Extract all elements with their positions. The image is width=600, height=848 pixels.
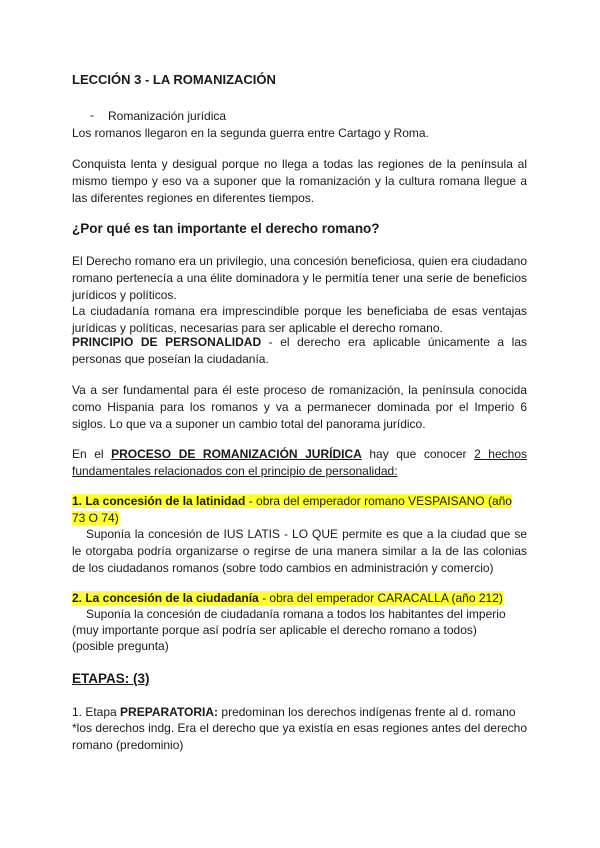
paragraph-4: La ciudadanía romana era imprescindible porque les beneficiaba de esas ventajas jurídicas y políticas, necesarias para ser aplicable el derecho romano.	[72, 304, 527, 335]
etapa-1-text: predominan los derechos indígenas frente al d. romano	[218, 705, 516, 719]
paragraph-1: Los romanos llegaron en la segunda guerra entre Cartago y Roma.	[72, 126, 429, 140]
item-2-detail: - obra del emperador CARACALLA (año 212)	[258, 591, 503, 605]
paragraph-5	[72, 334, 527, 368]
item-1-heading	[72, 493, 527, 527]
paragraph-6: Va a ser fundamental para él este proceso de romanización, la península conocida como Hispania para los romanos y va a permanecer dominada por el Imperio 6 siglos. Lo que va a suponer un cambio total del panorama jurídico.	[72, 383, 527, 431]
item-2-desc-line-1: Suponía la concesión de ciudadanía romana a todos los habitantes del imperio	[86, 607, 506, 621]
item-2-heading	[72, 590, 527, 607]
process-label: PROCESO DE ROMANIZACIÓN JURÍDICA	[111, 447, 362, 461]
etapa-1-label: PREPARATORIA:	[120, 705, 219, 719]
page-title: LECCIÓN 3 - LA ROMANIZACIÓN	[72, 72, 276, 87]
item-2-title: 2. La concesión de la ciudadanía	[72, 591, 259, 605]
item-1-desc-text: Suponía la concesión de IUS LATIS - LO QUE permite es que a la ciudad que se le otorgaba podría organizarse o regirse de una manera similar a la de las colonias de los ciudadanos romanos (sobre todo cambios en administración y comercio)	[72, 527, 527, 575]
etapas-heading: ETAPAS: (3)	[72, 671, 150, 686]
etapa-1-start: 1. Etapa	[72, 705, 121, 719]
item-1-title: 1. La concesión de la latinidad	[72, 494, 246, 508]
bullet-item: Romanización jurídica	[108, 109, 227, 123]
p7-start: En el	[72, 447, 112, 461]
bullet-marker: -	[90, 108, 94, 122]
facts-underlined: 2 hechos fundamentales relacionados con el principio de personalidad:	[72, 447, 527, 478]
question-heading: ¿Por qué es tan importante el derecho romano?	[72, 221, 380, 236]
etapa-1	[72, 704, 527, 721]
item-2-desc-line-3: (posible pregunta)	[72, 639, 169, 653]
principle-label: PRINCIPIO DE PERSONALIDAD	[72, 335, 262, 349]
paragraph-2: Conquista lenta y desigual porque no llega a todas las regiones de la península al mismo tiempo y eso va a suponer que la romanización y la cultura romana llegue a las diferentes regiones en diferentes tiempos.	[72, 157, 527, 205]
item-1-detail: - obra del emperador romano VESPAISANO (año 73 O 74)	[72, 494, 512, 525]
paragraph-7	[72, 446, 527, 480]
etapa-1-note: *los derechos indg. Era el derecho que ya existía en esas regiones antes del derecho romano (predominio)	[72, 721, 527, 752]
item-2-desc-line-2: (muy importante porque así podría ser aplicable el derecho romano a todos)	[72, 623, 477, 637]
principle-text: - el derecho era aplicable únicamente a las personas que poseían la ciudadanía.	[72, 335, 527, 366]
p7-mid: hay que conocer	[361, 447, 475, 461]
item-1-description	[72, 526, 527, 576]
paragraph-3: El Derecho romano era un privilegio, una concesión beneficiosa, quien era ciudadano romano pertenecía a una élite dominadora y le permitía tener una serie de beneficios jurídicos y políticos.	[72, 254, 527, 302]
